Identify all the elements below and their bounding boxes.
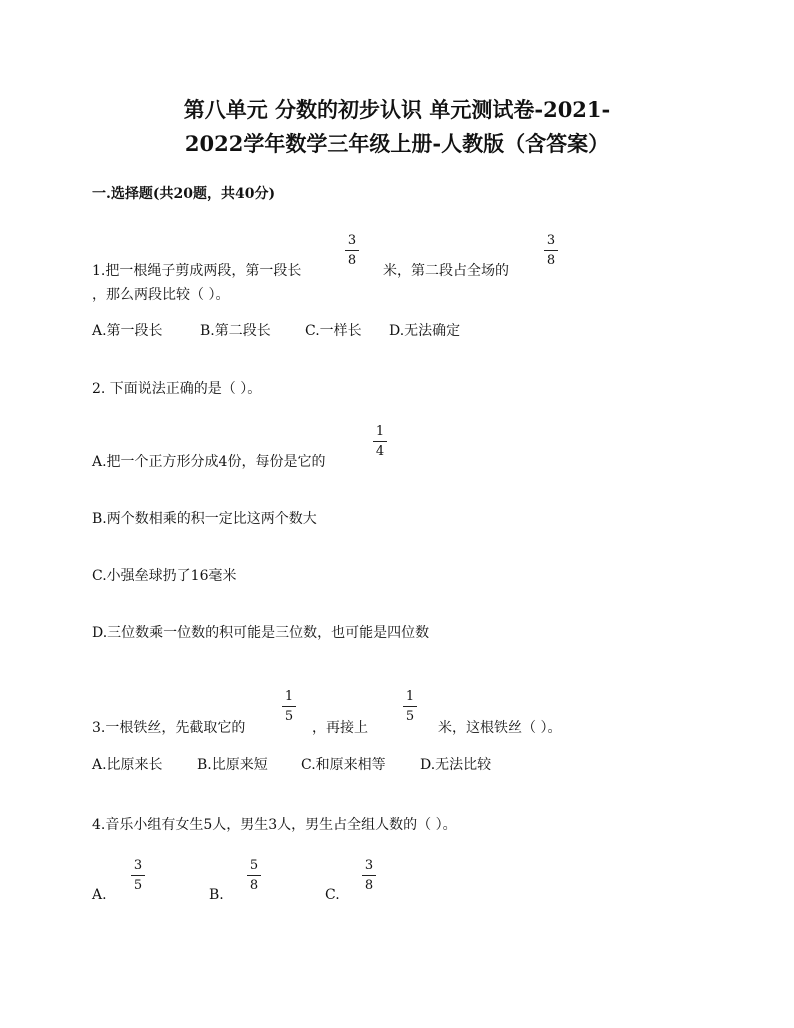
q3-fraction-1-denominator: 5 xyxy=(284,709,294,724)
q3-text-part1: 3.一根铁丝，先截取它的 xyxy=(92,720,246,736)
q3-fraction-1-numerator: 1 xyxy=(284,689,294,704)
q1-fraction-1-numerator: 3 xyxy=(347,233,357,248)
q3-fraction-1 xyxy=(279,689,299,724)
fraction-bar xyxy=(247,875,261,876)
q4-a-denominator: 5 xyxy=(133,878,143,893)
q3-option-a[interactable]: A.比原来长 xyxy=(92,757,163,773)
section-heading: 一.选择题(共20题，共40分) xyxy=(92,186,276,202)
q1-fraction-2 xyxy=(541,233,561,268)
q1-text-part3: ，那么两段比较（ ）。 xyxy=(92,287,230,303)
q3-text-part3: 米，这根铁丝（ ）。 xyxy=(438,720,562,736)
q2-text: 2. 下面说法正确的是（ ）。 xyxy=(92,381,262,397)
fraction-bar xyxy=(362,875,376,876)
q2-option-a-fraction xyxy=(370,424,390,459)
q4-option-a-fraction[interactable] xyxy=(128,858,148,893)
q2-option-a[interactable]: A.把一个正方形分成4份，每份是它的 xyxy=(92,454,326,470)
q4-option-b-fraction[interactable] xyxy=(244,858,264,893)
q3-option-b[interactable]: B.比原来短 xyxy=(197,757,268,773)
q3-text-part2: ，再接上 xyxy=(312,720,368,736)
q2-option-b[interactable]: B.两个数相乘的积一定比这两个数大 xyxy=(92,511,317,527)
q4-text: 4.音乐小组有女生5人，男生3人，男生占全组人数的（ ）。 xyxy=(92,817,457,833)
q1-text-part1: 1.把一根绳子剪成两段，第一段长 xyxy=(92,263,302,279)
q3-fraction-2-denominator: 5 xyxy=(405,709,415,724)
fraction-bar xyxy=(544,250,558,251)
q4-option-c-label[interactable]: C. xyxy=(325,887,340,903)
q1-option-a[interactable]: A.第一段长 xyxy=(92,323,163,339)
fraction-bar xyxy=(282,706,296,707)
fraction-bar xyxy=(345,250,359,251)
fraction-bar xyxy=(131,875,145,876)
q4-option-c-fraction[interactable] xyxy=(359,858,379,893)
q2-fraction-denominator: 4 xyxy=(375,444,385,459)
fraction-bar xyxy=(403,706,417,707)
q4-b-denominator: 8 xyxy=(249,878,259,893)
title-line-2: 2022学年数学三年级上册-人教版（含答案） xyxy=(184,131,610,156)
q4-c-numerator: 3 xyxy=(364,858,374,873)
q2-option-d[interactable]: D.三位数乘一位数的积可能是三位数，也可能是四位数 xyxy=(92,625,430,641)
q1-text-part2: 米，第二段占全场的 xyxy=(383,263,509,279)
q3-option-c[interactable]: C.和原来相等 xyxy=(301,757,386,773)
q4-a-numerator: 3 xyxy=(133,858,143,873)
q3-option-d[interactable]: D.无法比较 xyxy=(420,757,492,773)
q4-b-numerator: 5 xyxy=(249,858,259,873)
q1-option-b[interactable]: B.第二段长 xyxy=(200,323,271,339)
q1-fraction-2-denominator: 8 xyxy=(546,253,556,268)
q1-fraction-1-denominator: 8 xyxy=(347,253,357,268)
q4-option-b-label[interactable]: B. xyxy=(209,887,224,903)
q1-option-c[interactable]: C.一样长 xyxy=(305,323,362,339)
q2-fraction-numerator: 1 xyxy=(375,424,385,439)
q1-fraction-2-numerator: 3 xyxy=(546,233,556,248)
title-line-1: 第八单元 分数的初步认识 单元测试卷-2021- xyxy=(183,97,611,122)
q1-option-d[interactable]: D.无法确定 xyxy=(389,323,461,339)
q3-fraction-2-numerator: 1 xyxy=(405,689,415,704)
q2-option-c[interactable]: C.小强垒球扔了16毫米 xyxy=(92,568,237,584)
q1-fraction-1 xyxy=(342,233,362,268)
q3-fraction-2 xyxy=(400,689,420,724)
fraction-bar xyxy=(373,441,387,442)
q4-c-denominator: 8 xyxy=(364,878,374,893)
q4-option-a-label[interactable]: A. xyxy=(92,887,107,903)
